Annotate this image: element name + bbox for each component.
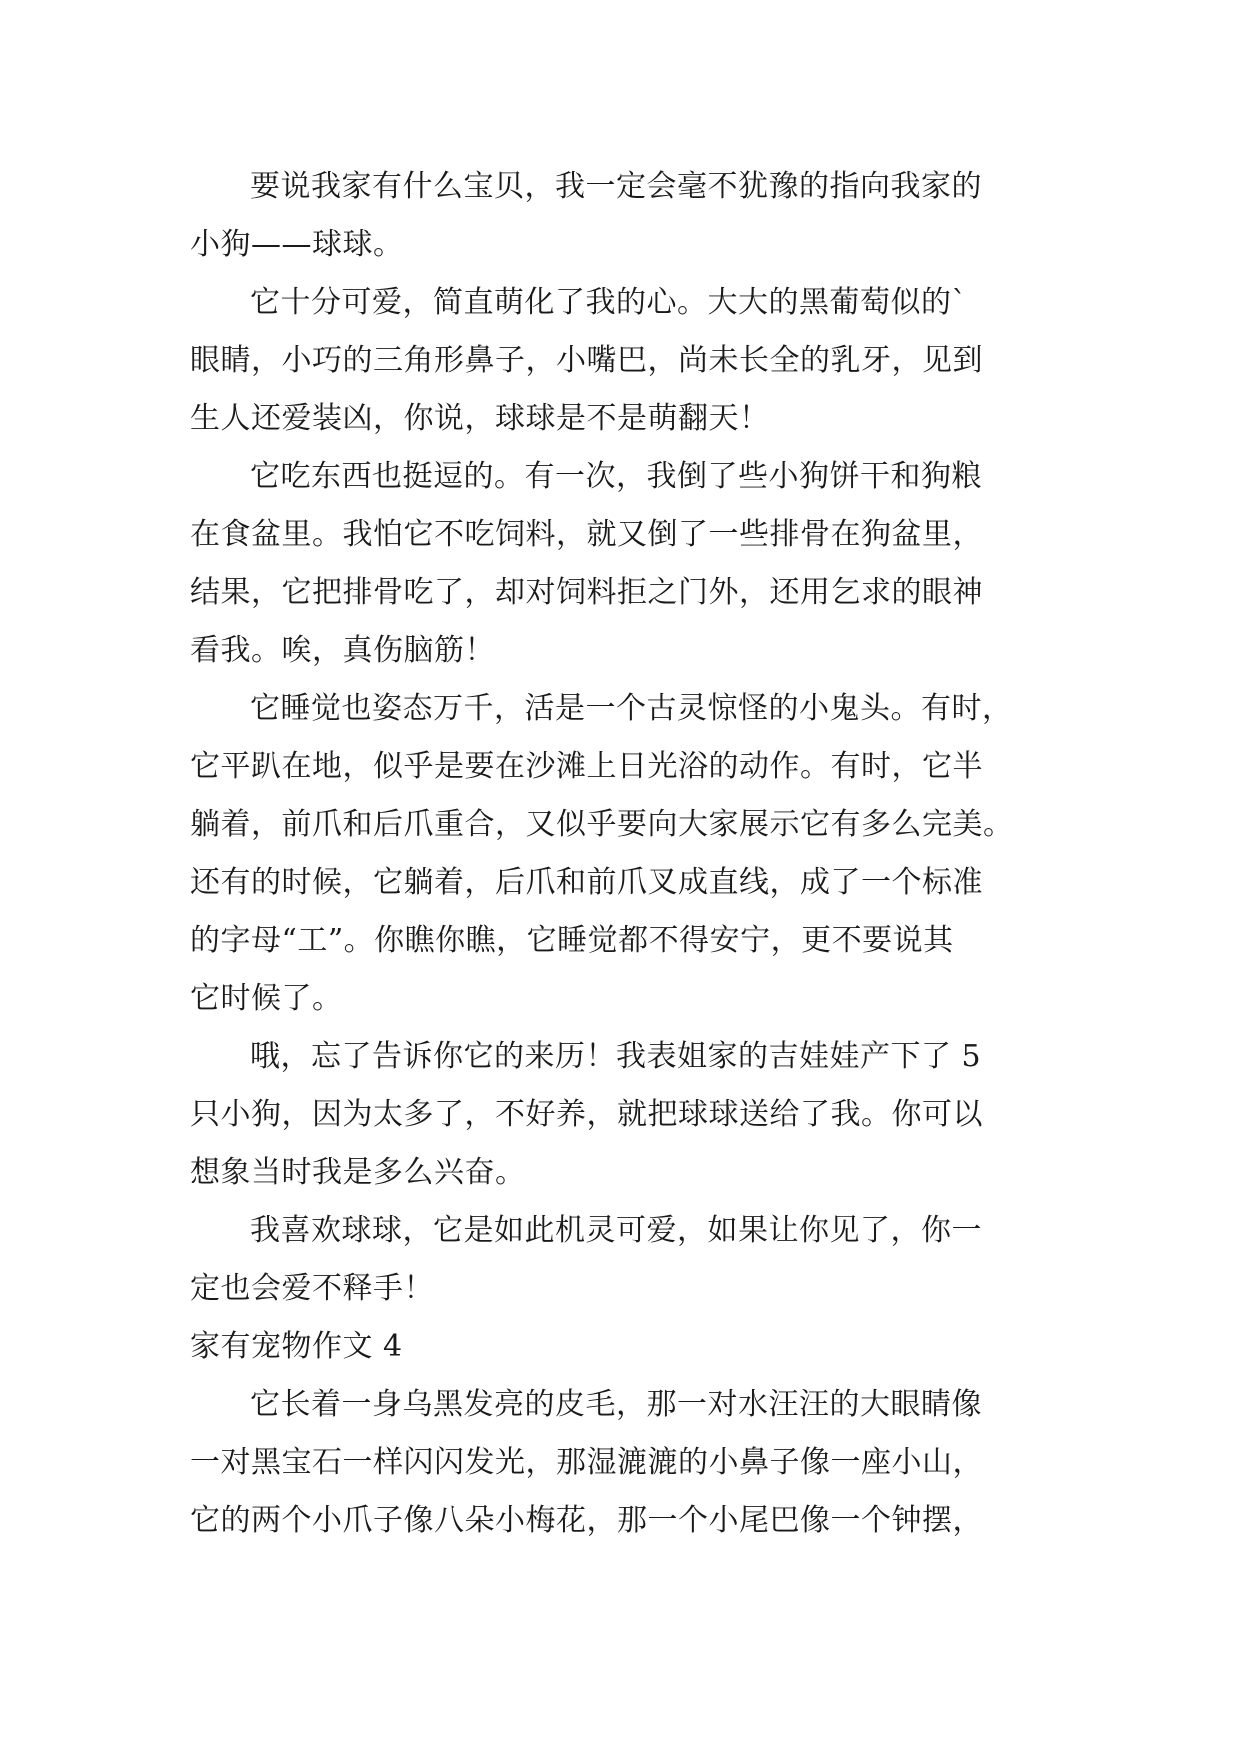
paragraph: [190, 1028, 1056, 1202]
paragraph: [190, 1202, 1056, 1318]
paragraph: [190, 1376, 1056, 1550]
text-line: 生人还爱装凶，你说，球球是不是萌翻天！: [190, 401, 770, 436]
paragraph: [190, 158, 1056, 274]
text-line: 只小狗，因为太多了，不好养，就把球球送给了我。你可以: [190, 1097, 983, 1132]
text-line: 它吃东西也挺逗的。有一次，我倒了些小狗饼干和狗粮: [250, 459, 982, 494]
text-line: 还有的时候，它躺着，后爪和前爪叉成直线，成了一个标准: [190, 865, 983, 900]
text-line: 躺着，前爪和后爪重合，又似乎要向大家展示它有多么完美。: [190, 807, 1014, 842]
document-body: [190, 158, 1056, 1550]
text-line: 我喜欢球球，它是如此机灵可爱，如果让你见了，你一: [250, 1213, 982, 1248]
text-line: 它时候了。: [190, 981, 343, 1016]
text-line: 定也会爱不释手！: [190, 1271, 434, 1306]
text-line: 哦，忘了告诉你它的来历！我表姐家的吉娃娃产下了 5: [250, 1039, 982, 1074]
text-line: 一对黑宝石一样闪闪发光，那湿漉漉的小鼻子像一座小山，: [190, 1445, 983, 1480]
text-line: 结果，它把排骨吃了，却对饲料拒之门外，还用乞求的眼神: [190, 575, 983, 610]
text-line: 小狗——球球。: [190, 227, 404, 262]
text-line: 它睡觉也姿态万千，活是一个古灵惊怪的小鬼头。有时，: [250, 691, 1013, 726]
text-line: 要说我家有什么宝贝，我一定会毫不犹豫的指向我家的: [250, 169, 982, 204]
text-line: 的字母“工”。你瞧你瞧，它睡觉都不得安宁，更不要说其: [190, 923, 954, 958]
text-line: 它平趴在地，似乎是要在沙滩上日光浴的动作。有时，它半: [190, 749, 983, 784]
paragraph: [190, 448, 1056, 680]
text-line: 它的两个小爪子像八朵小梅花，那一个小尾巴像一个钟摆，: [190, 1503, 983, 1538]
text-line: 它长着一身乌黑发亮的皮毛，那一对水汪汪的大眼睛像: [250, 1387, 982, 1422]
text-line: 在食盆里。我怕它不吃饲料，就又倒了一些排骨在狗盆里，: [190, 517, 983, 552]
paragraph: [190, 274, 1056, 448]
section-title: 家有宠物作文 4: [190, 1329, 403, 1364]
paragraph: [190, 680, 1056, 1028]
text-line: 看我。唉，真伤脑筋！: [190, 633, 495, 668]
text-line: 想象当时我是多么兴奋。: [190, 1155, 526, 1190]
text-line: 它十分可爱，简直萌化了我的心。大大的黑葡萄似的`: [250, 285, 967, 320]
text-line: 眼睛，小巧的三角形鼻子，小嘴巴，尚未长全的乳牙，见到: [190, 343, 983, 378]
